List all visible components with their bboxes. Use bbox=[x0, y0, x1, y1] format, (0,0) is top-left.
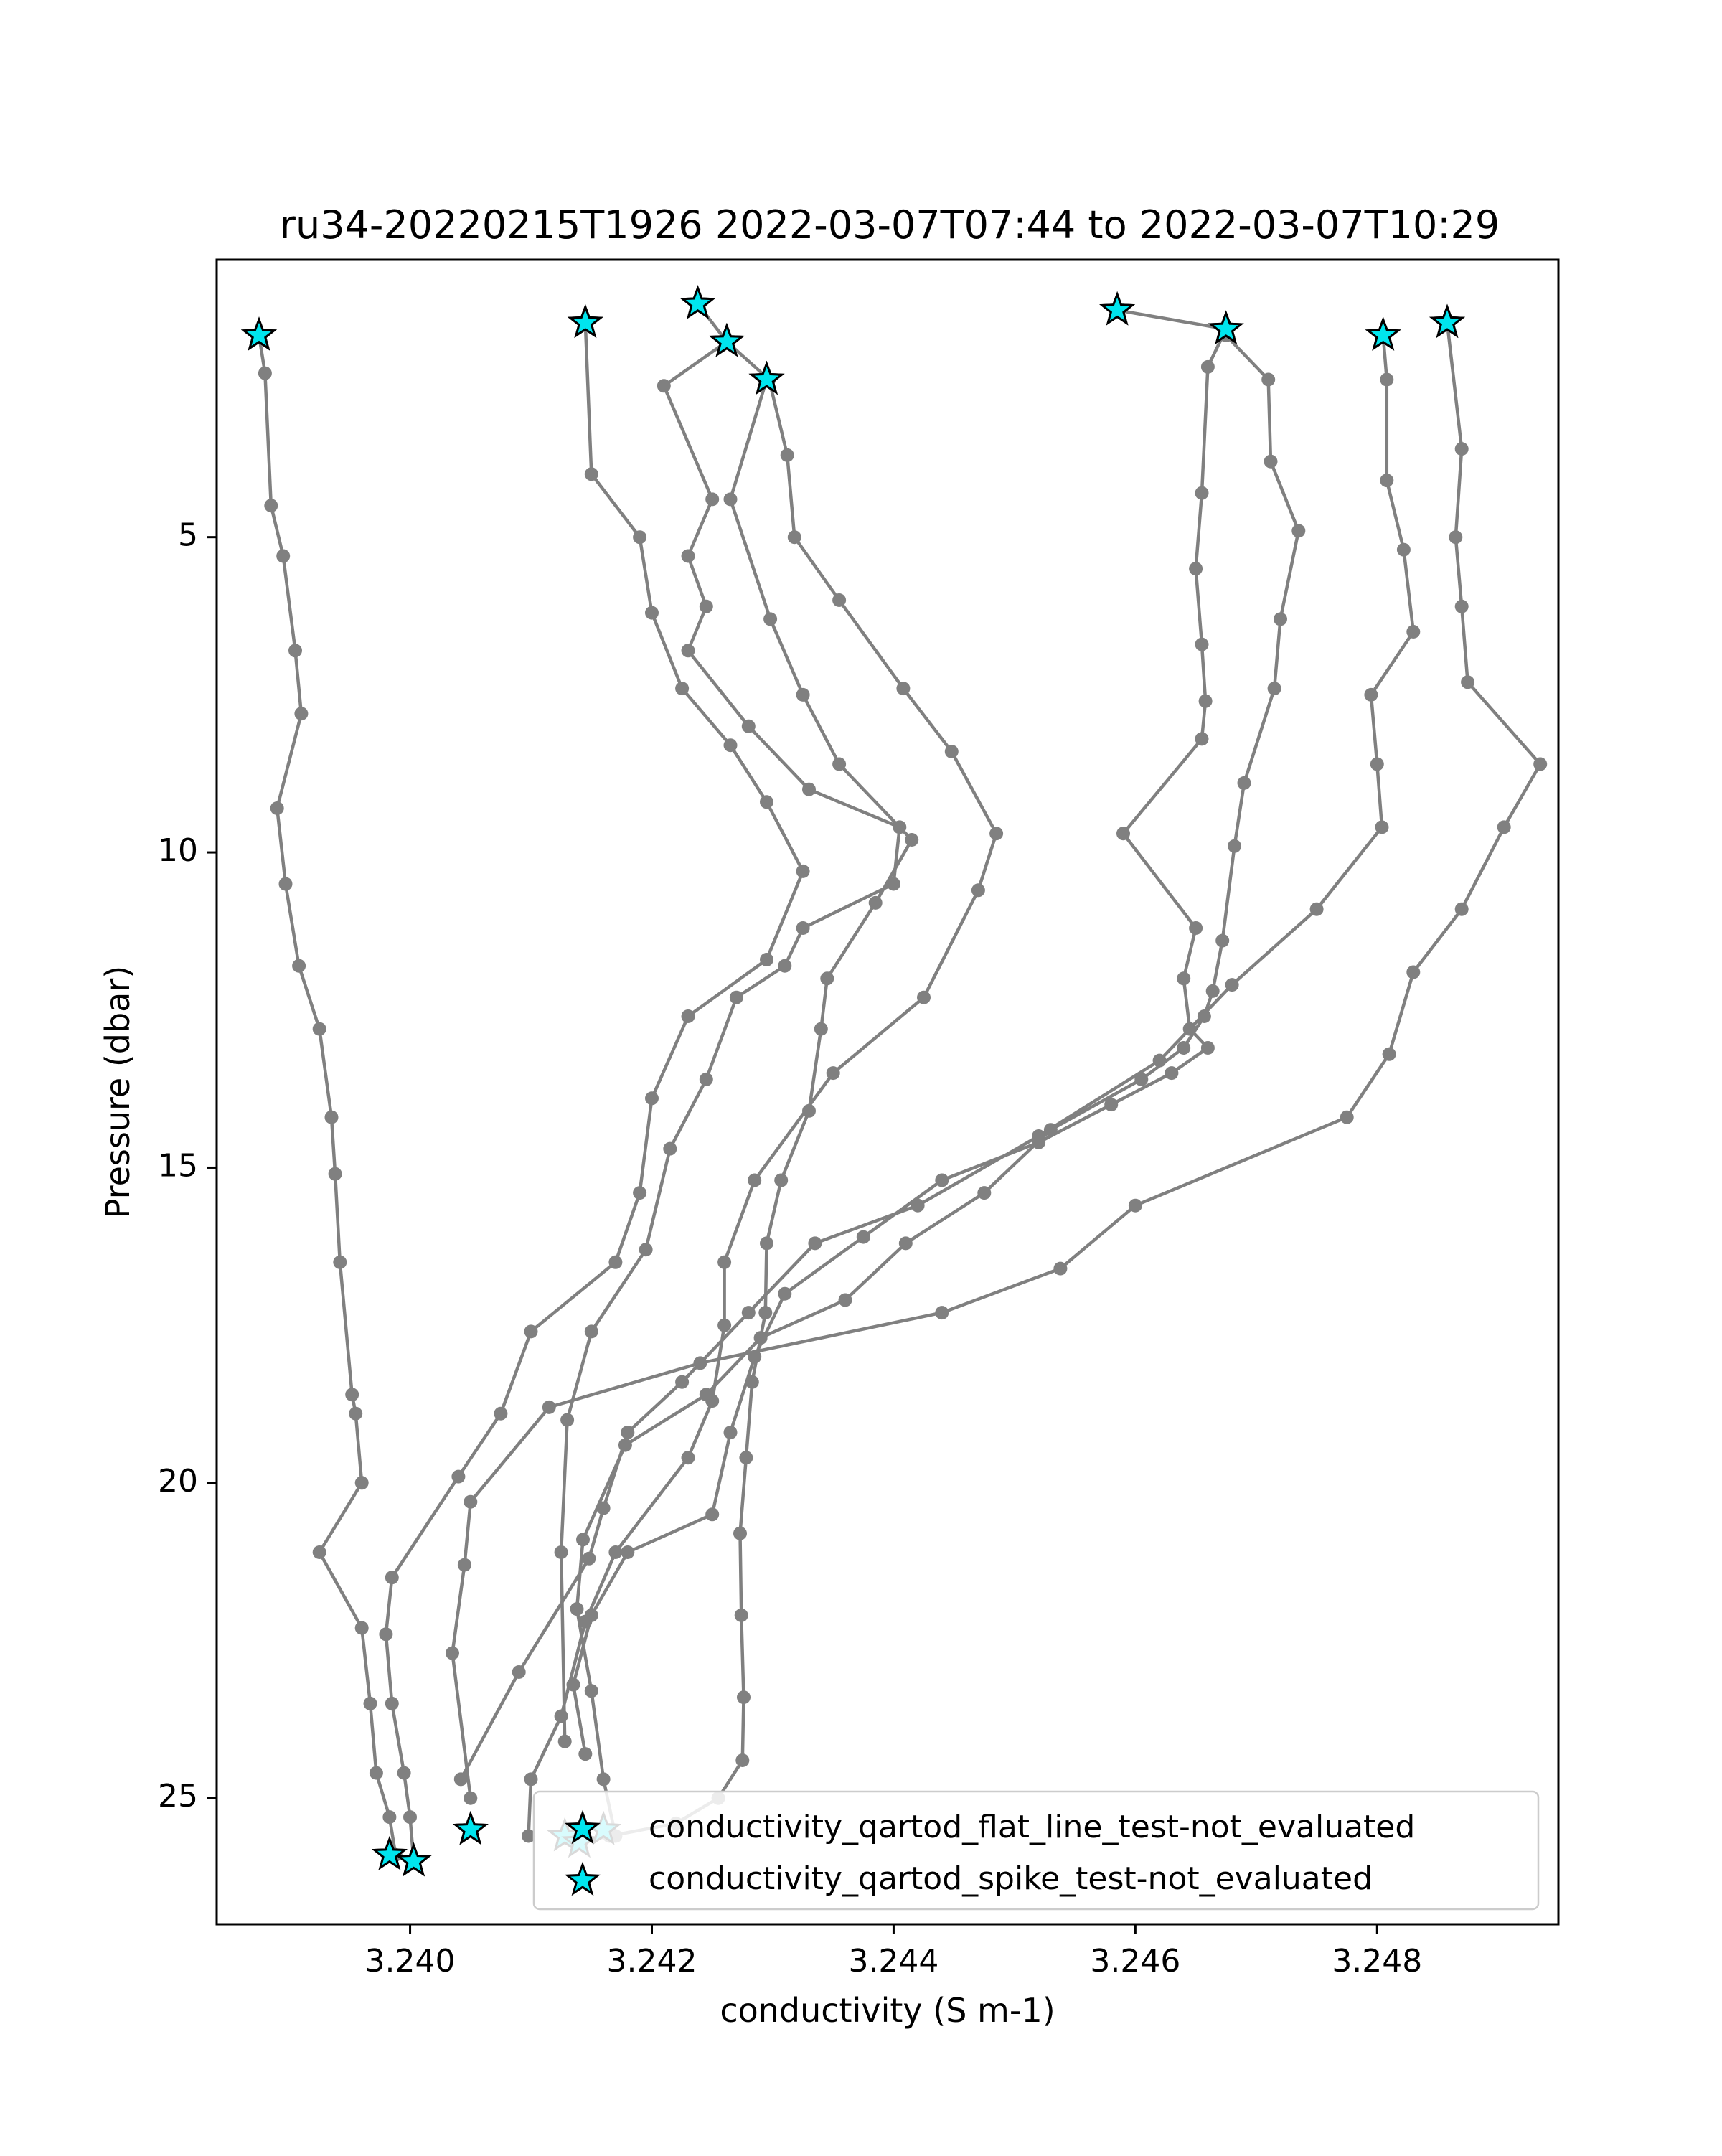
profile-point bbox=[896, 682, 910, 695]
profile-line-4 bbox=[561, 342, 900, 1741]
profile-point bbox=[796, 921, 810, 935]
legend-label-spike: conductivity_qartod_spike_test-not_evaluated bbox=[649, 1860, 1373, 1897]
x-tick-label: 3.248 bbox=[1332, 1943, 1423, 1980]
y-axis bbox=[158, 517, 217, 1815]
chart-title: ru34-20220215T1926 2022-03-07T07:44 to 2022-03-07T10:29 bbox=[279, 202, 1500, 248]
profile-point bbox=[1195, 486, 1209, 500]
profile-point bbox=[682, 644, 695, 657]
profile-point bbox=[512, 1665, 526, 1679]
profile-point bbox=[832, 593, 846, 607]
profile-point bbox=[869, 896, 883, 910]
profile-point bbox=[570, 1602, 584, 1616]
profile-point bbox=[494, 1407, 507, 1421]
profile-point bbox=[567, 1678, 580, 1692]
profile-point bbox=[802, 1104, 816, 1118]
profile-point bbox=[576, 1533, 590, 1546]
profile-point bbox=[977, 1186, 991, 1200]
profile-9 bbox=[454, 329, 1421, 1786]
profile-2 bbox=[379, 316, 809, 1868]
profile-point bbox=[258, 367, 272, 380]
profile-point bbox=[558, 1735, 572, 1748]
x-tick-label: 3.246 bbox=[1090, 1943, 1181, 1980]
spike-star-marker bbox=[1102, 294, 1132, 323]
profile-point bbox=[1364, 688, 1378, 702]
profile-point bbox=[1310, 903, 1324, 916]
profile-point bbox=[737, 1690, 751, 1704]
x-tick-label: 3.240 bbox=[364, 1943, 456, 1980]
profile-point bbox=[675, 682, 689, 695]
y-tick-label: 25 bbox=[158, 1778, 198, 1815]
y-axis-label: Pressure (dbar) bbox=[98, 965, 137, 1219]
y-tick-label: 20 bbox=[158, 1462, 198, 1500]
profile-point bbox=[796, 865, 810, 878]
profile-point bbox=[1461, 675, 1474, 689]
profile-point bbox=[1195, 638, 1209, 651]
profile-point bbox=[1129, 1199, 1142, 1213]
profile-point bbox=[633, 530, 646, 544]
profile-point bbox=[379, 1627, 392, 1641]
profile-point bbox=[524, 1772, 538, 1786]
profile-point bbox=[397, 1766, 411, 1780]
profile-point bbox=[832, 758, 846, 771]
profile-point bbox=[1264, 455, 1278, 469]
profile-point bbox=[608, 1545, 622, 1559]
profile-point bbox=[270, 801, 284, 815]
profile-point bbox=[935, 1306, 949, 1319]
profile-point bbox=[814, 1022, 828, 1036]
profile-point bbox=[945, 745, 959, 758]
profile-point bbox=[355, 1476, 369, 1489]
profile-point bbox=[1195, 732, 1209, 745]
profile-point bbox=[1370, 758, 1384, 771]
profile-point bbox=[645, 606, 659, 620]
profile-point bbox=[971, 883, 985, 897]
profile-point bbox=[739, 1451, 753, 1464]
profile-point bbox=[608, 1256, 622, 1269]
profile-point bbox=[524, 1324, 538, 1338]
profile-point bbox=[781, 448, 794, 462]
spike-star-marker bbox=[456, 1814, 486, 1842]
profile-point bbox=[808, 1236, 822, 1250]
profile-point bbox=[329, 1167, 342, 1181]
profile-point bbox=[639, 1243, 653, 1256]
profile-point bbox=[1228, 839, 1241, 853]
profile-point bbox=[1153, 1054, 1167, 1068]
profile-point bbox=[279, 877, 293, 891]
profile-point bbox=[333, 1256, 347, 1269]
profile-point bbox=[827, 1066, 840, 1080]
profile-point bbox=[742, 720, 756, 733]
profile-point bbox=[730, 991, 743, 1004]
profile-point bbox=[839, 1294, 852, 1307]
profile-point bbox=[464, 1495, 477, 1509]
profile-point bbox=[682, 1009, 695, 1023]
profile-point bbox=[349, 1407, 362, 1421]
profile-4 bbox=[555, 335, 907, 1748]
profile-line-3 bbox=[529, 304, 997, 1837]
profile-point bbox=[758, 1306, 772, 1319]
profile-point bbox=[657, 379, 671, 392]
x-axis-label: conductivity (S m-1) bbox=[720, 1991, 1055, 2030]
profile-point bbox=[917, 991, 931, 1004]
profile-point bbox=[1165, 1066, 1178, 1080]
profile-point bbox=[693, 1356, 707, 1370]
spike-star-marker bbox=[375, 1839, 405, 1868]
profile-point bbox=[1406, 625, 1420, 639]
profile-point bbox=[682, 550, 695, 563]
profile-point bbox=[735, 1753, 749, 1767]
profile-point bbox=[754, 1331, 768, 1345]
profile-point bbox=[585, 1324, 598, 1338]
profile-point bbox=[1383, 1048, 1396, 1061]
profile-point bbox=[1497, 820, 1511, 834]
profile-line-10 bbox=[453, 323, 1540, 1798]
profile-point bbox=[370, 1766, 383, 1780]
profile-point bbox=[325, 1111, 339, 1124]
profile-line-7 bbox=[573, 329, 1226, 1754]
profile-point bbox=[1397, 543, 1411, 557]
profile-point bbox=[1380, 373, 1393, 387]
profile-point bbox=[682, 1451, 695, 1464]
profile-point bbox=[905, 833, 918, 847]
profile-point bbox=[288, 644, 302, 657]
profile-point bbox=[364, 1697, 377, 1710]
profile-point bbox=[675, 1375, 689, 1389]
profile-point bbox=[1189, 921, 1203, 935]
profile-line-5 bbox=[579, 380, 911, 1842]
profile-point bbox=[585, 467, 598, 481]
profile-point bbox=[778, 959, 791, 973]
profile-point bbox=[700, 1073, 713, 1086]
y-tick-label: 15 bbox=[158, 1147, 198, 1185]
profile-point bbox=[345, 1388, 359, 1401]
profile-point bbox=[763, 612, 777, 626]
plot-frame bbox=[217, 260, 1558, 1924]
profile-point bbox=[788, 530, 801, 544]
x-tick-label: 3.242 bbox=[606, 1943, 697, 1980]
profile-point bbox=[621, 1545, 634, 1559]
profile-point bbox=[663, 1142, 677, 1156]
profile-point bbox=[778, 1287, 791, 1301]
profile-point bbox=[458, 1558, 471, 1572]
profile-point bbox=[1455, 600, 1469, 613]
profile-point bbox=[1292, 524, 1305, 537]
profile-line-1 bbox=[259, 336, 395, 1855]
profile-point bbox=[724, 738, 738, 752]
profile-point bbox=[276, 550, 290, 563]
profile-line-9 bbox=[461, 336, 1413, 1779]
profile-point bbox=[1455, 442, 1469, 456]
profile-line-6 bbox=[1117, 310, 1226, 329]
x-axis bbox=[365, 1924, 1423, 1980]
x-tick-label: 3.244 bbox=[848, 1943, 939, 1980]
profile-5 bbox=[573, 373, 918, 1850]
profile-point bbox=[735, 1609, 748, 1622]
profile-point bbox=[1375, 820, 1389, 834]
profile-point bbox=[597, 1502, 611, 1515]
profile-point bbox=[355, 1621, 369, 1635]
profile-point bbox=[403, 1810, 417, 1824]
profile-point bbox=[1116, 827, 1130, 840]
profile-point bbox=[313, 1022, 326, 1036]
profile-point bbox=[857, 1230, 870, 1244]
profile-point bbox=[446, 1647, 459, 1660]
profile-point bbox=[1053, 1262, 1067, 1276]
profile-point bbox=[621, 1426, 634, 1439]
profile-point bbox=[989, 827, 1003, 840]
profile-point bbox=[1533, 758, 1547, 771]
profile-point bbox=[718, 1256, 731, 1269]
profile-point bbox=[555, 1545, 568, 1559]
profile-point bbox=[292, 959, 306, 973]
legend-label-flat-line: conductivity_qartod_flat_line_test-not_evaluated bbox=[649, 1809, 1416, 1845]
profile-point bbox=[542, 1401, 556, 1414]
spike-stars bbox=[244, 288, 1462, 1874]
profile-point bbox=[645, 1091, 659, 1105]
profile-point bbox=[1261, 373, 1275, 387]
profile-point bbox=[1268, 682, 1281, 695]
flat-line-stars bbox=[244, 288, 1462, 1874]
spike-star-marker bbox=[683, 288, 713, 317]
profile-point bbox=[1449, 530, 1462, 544]
profile-point bbox=[820, 971, 834, 985]
profile-point bbox=[1201, 360, 1215, 374]
profile-point bbox=[1189, 562, 1203, 575]
y-tick-label: 10 bbox=[158, 832, 198, 870]
profile-point bbox=[802, 783, 816, 796]
profile-7 bbox=[567, 322, 1233, 1761]
profile-point bbox=[733, 1527, 747, 1540]
profile-point bbox=[760, 1236, 773, 1250]
profile-point bbox=[705, 1507, 719, 1521]
profile-point bbox=[1274, 612, 1287, 626]
profile-point bbox=[899, 1236, 913, 1250]
profile-point bbox=[1238, 776, 1251, 790]
profile-point bbox=[1406, 966, 1420, 979]
profile-point bbox=[294, 707, 308, 720]
profile-point bbox=[578, 1747, 592, 1761]
profile-point bbox=[760, 795, 773, 809]
profile-point bbox=[385, 1697, 399, 1710]
profile-point bbox=[585, 1609, 598, 1622]
profile-point bbox=[935, 1174, 949, 1187]
profile-point bbox=[1201, 1041, 1215, 1055]
profile-point bbox=[1225, 978, 1239, 992]
profile-point bbox=[700, 1388, 713, 1401]
y-tick-label: 5 bbox=[178, 517, 198, 554]
profile-point bbox=[597, 1772, 611, 1786]
plot-area bbox=[244, 288, 1547, 1874]
profile-point bbox=[724, 1426, 738, 1439]
profile-point bbox=[774, 1174, 788, 1187]
profile-point bbox=[264, 499, 278, 512]
profile-point bbox=[1215, 934, 1229, 948]
profile-point bbox=[560, 1413, 574, 1427]
profile-point bbox=[585, 1684, 598, 1698]
profile-point bbox=[1177, 971, 1190, 985]
profile-point bbox=[718, 1319, 731, 1332]
profile-point bbox=[582, 1552, 596, 1566]
profile-point bbox=[911, 1199, 925, 1213]
profile-point bbox=[1455, 903, 1469, 916]
legend bbox=[534, 1792, 1538, 1909]
profile-point bbox=[760, 953, 773, 966]
profile-point bbox=[454, 1772, 468, 1786]
profile-point bbox=[700, 600, 713, 613]
profile-point bbox=[796, 688, 810, 702]
profile-point bbox=[1340, 1111, 1354, 1124]
profile-point bbox=[1177, 1041, 1190, 1055]
profile-point bbox=[724, 492, 738, 506]
profile-point bbox=[633, 1186, 646, 1200]
profile-point bbox=[464, 1792, 477, 1805]
profile-point bbox=[748, 1174, 761, 1187]
profile-point bbox=[313, 1545, 326, 1559]
profile-point bbox=[382, 1810, 396, 1824]
profile-point bbox=[1032, 1129, 1045, 1143]
profile-point bbox=[1380, 474, 1393, 487]
profile-point bbox=[705, 492, 719, 506]
profile-point bbox=[385, 1571, 399, 1584]
profile-point bbox=[451, 1470, 465, 1484]
profile-point bbox=[1199, 695, 1213, 708]
profile-8 bbox=[570, 329, 1306, 1843]
profile-point bbox=[742, 1306, 756, 1319]
profile-point bbox=[1206, 984, 1220, 998]
